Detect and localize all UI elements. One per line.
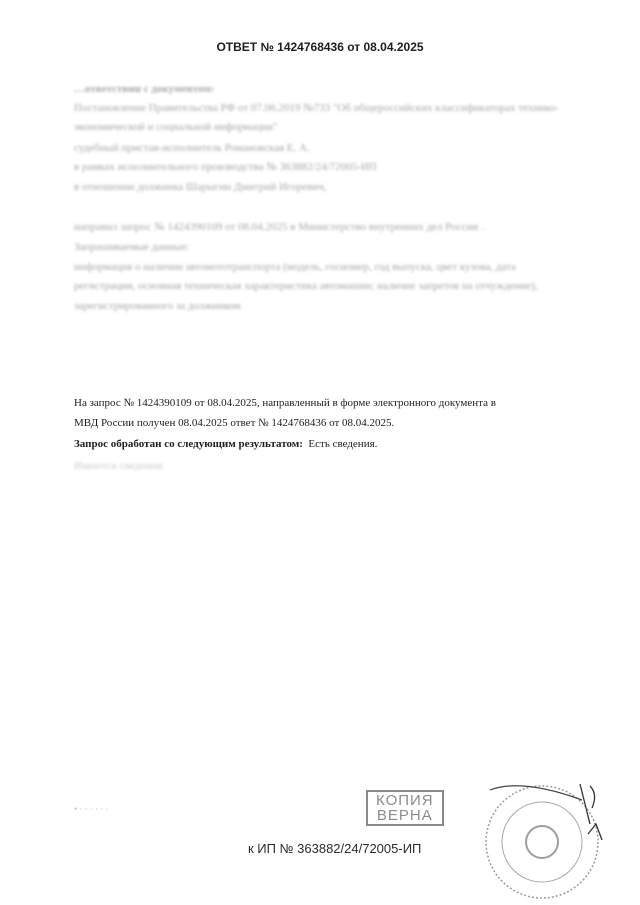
info-line-1: информация о наличии автомототранспорта (модель, госномер, год выпуска, цвет кузова, дата — [74, 261, 516, 273]
sent-line: направил запрос № 1424390109 от 08.04.2025 в Министерство внутренних дел России . — [74, 221, 484, 233]
result-value: Есть сведения. — [308, 438, 378, 450]
case-reference: к ИП № 363882/24/72005-ИП — [248, 841, 422, 856]
resolution-line: Постановление Правительства РФ от 07.06.2019 №733 "Об общероссийских классификаторах технико- — [74, 102, 560, 114]
basis-line: …ответствии с документом: — [74, 83, 215, 95]
info-line-3: зарегистрированного за должником — [74, 300, 241, 312]
document-title: ОТВЕТ № 1424768436 от 08.04.2025 — [216, 40, 424, 54]
requested-line: Запрашиваемые данные: — [74, 241, 190, 253]
copy-stamp: КОПИЯ ВЕРНА — [366, 790, 444, 826]
debtor-line: в отношении должника Шарыгин Дмитрий Игоревич, — [74, 181, 327, 193]
case-line: в рамках исполнительного производства № 363882/24/72005-ИП — [74, 161, 377, 173]
resolution-line-cont: экономической и социальной информации" — [74, 121, 278, 133]
official-seal-image — [462, 770, 622, 900]
response-line-4: Имеются сведения: — [74, 460, 165, 472]
response-line-1: На запрос № 1424390109 от 08.04.2025, направленный в форме электронного документа в — [74, 397, 496, 409]
response-line-2: МВД России получен 08.04.2025 ответ № 1424768436 от 08.04.2025. — [74, 417, 395, 429]
info-line-2: регистрации, основная техническая характеристика автомашин; наличие запретов на отчуждение), — [74, 280, 538, 292]
scan-mark: • · · · · · · — [74, 804, 109, 814]
bailiff-line: судебный пристав-исполнитель Романовская Е. А. — [74, 142, 310, 154]
response-result-line: Запрос обработан со следующим результатом: Есть сведения. — [74, 438, 378, 450]
